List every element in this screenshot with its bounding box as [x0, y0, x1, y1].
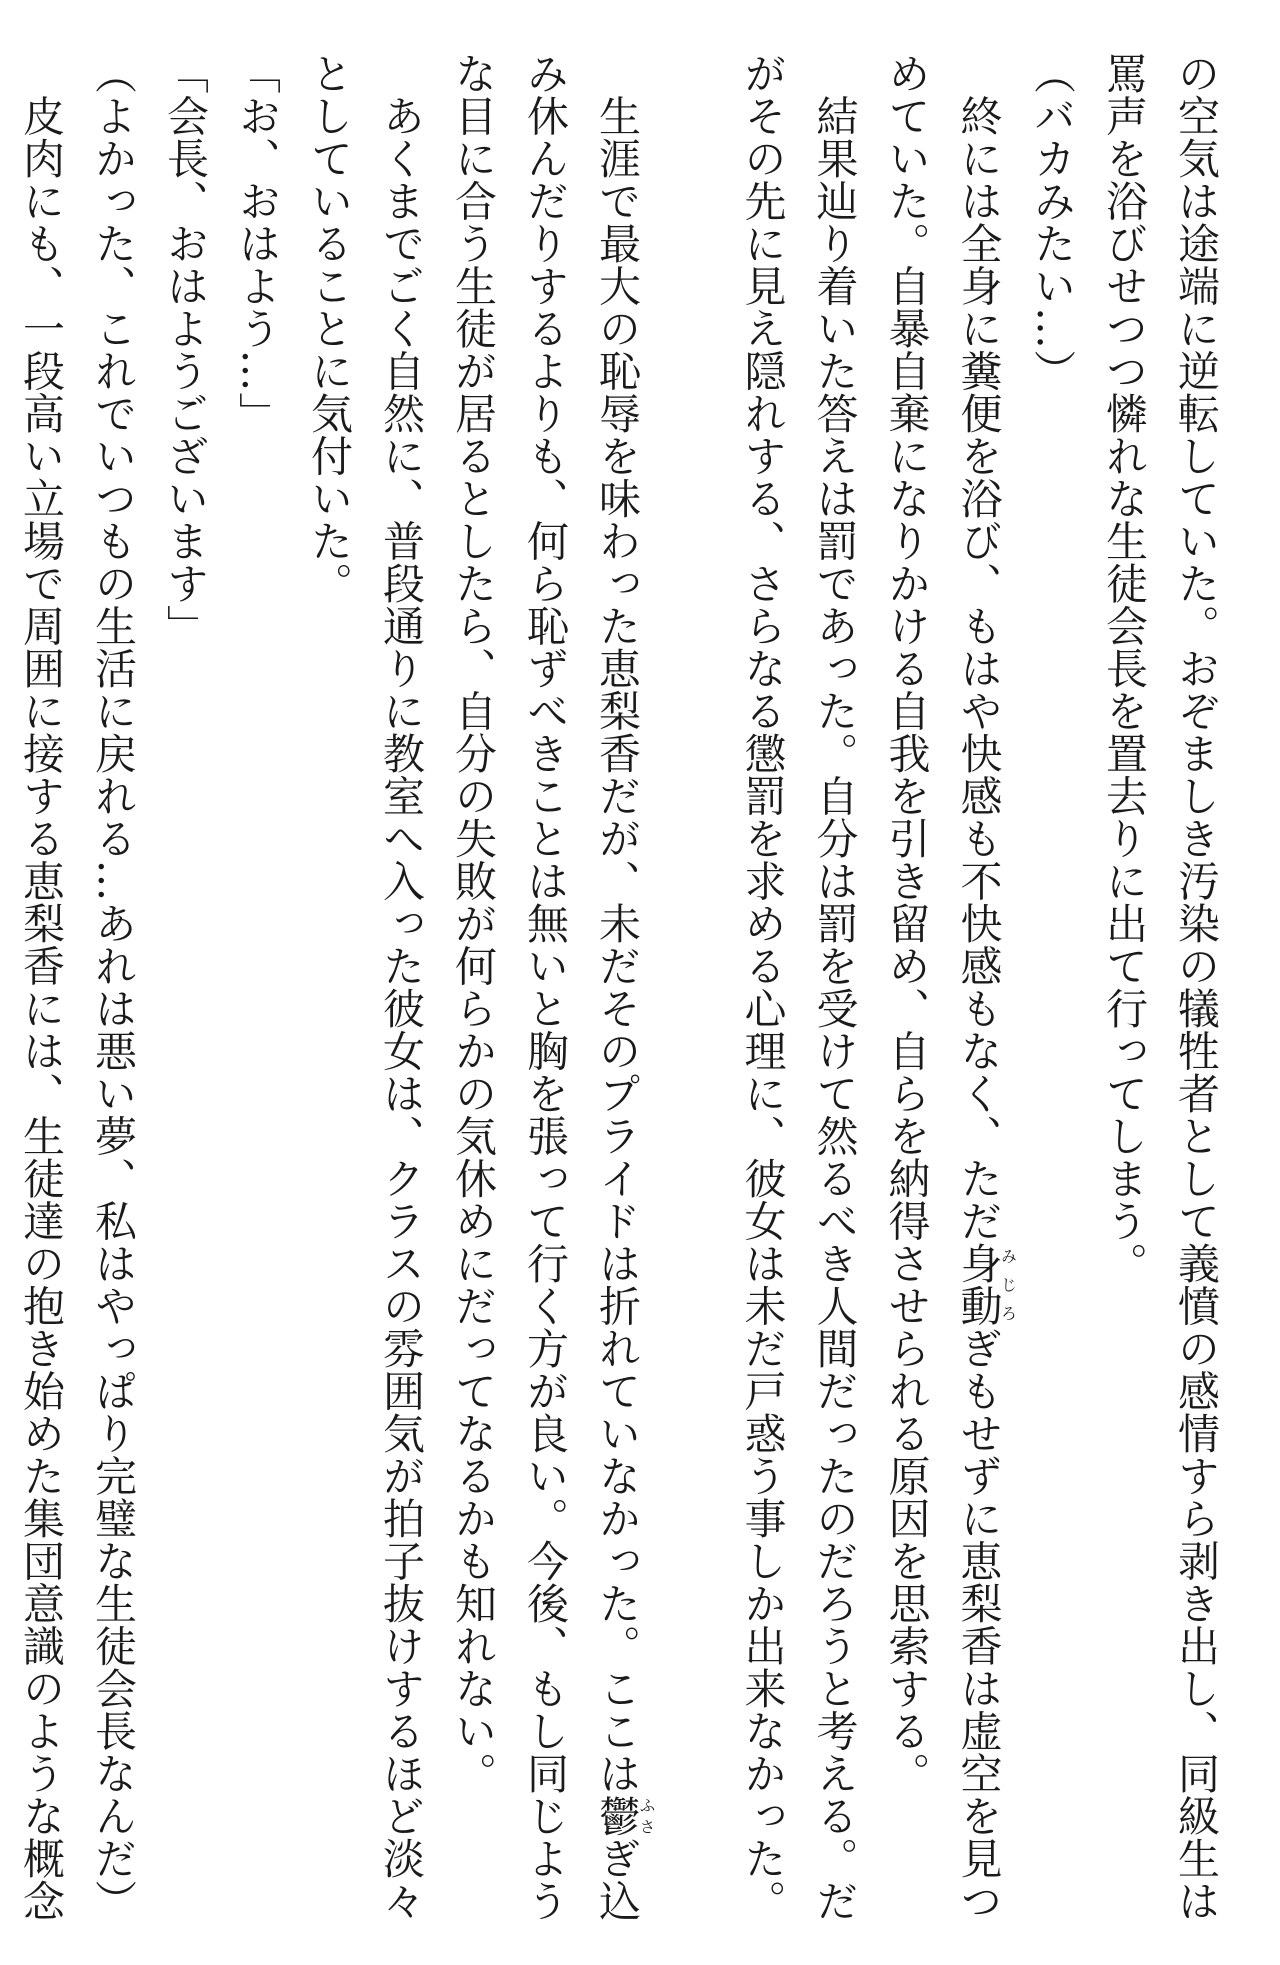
- vertical-text-body: [0, 52, 1232, 1922]
- text-segment: めていた。自暴自棄になりかける自我を引き留め、自らを納得させられる原因を思索する。: [882, 52, 932, 1795]
- text-segment: 皮肉にも、一段高い立場で周囲に接する恵梨香には、生徒達の抱き始めた集団意識のような概念: [17, 52, 66, 1922]
- text-line: [1016, 52, 1088, 1732]
- text-line: [5, 52, 77, 1922]
- text-line: [1160, 52, 1232, 1922]
- text-segment: ぎもせずに恵梨香は虚空を見つ: [954, 1327, 1004, 1922]
- ruby-base: 鬱: [593, 1794, 642, 1837]
- ruby-base: 身動: [954, 1242, 1004, 1327]
- text-segment: がその先に見え隠れする、さらなる懲罰を求める心理に、彼女は未だ戸惑う事しか出来なかった。: [738, 52, 788, 1922]
- text-line: [799, 52, 871, 1922]
- text-line: [871, 52, 943, 1795]
- ruby-reading: ふさ: [637, 1794, 656, 1837]
- text-line: [77, 52, 149, 1922]
- paragraph-gap: [655, 52, 727, 1732]
- text-line: [0, 52, 5, 1732]
- text-line: [221, 52, 293, 1732]
- text-line: [1088, 52, 1160, 1732]
- text-segment: 「会長、おはようございます」: [161, 52, 210, 647]
- text-line: [581, 52, 656, 1922]
- text-segment: （よかった、これでいつもの生活に戻れる…あれは悪い夢、私はやっぱり完璧な生徒会長なんだ）: [89, 52, 138, 1922]
- text-segment: み休んだりするよりも、何ら恥ずべきことは無いと胸を張って行く方が良い。今後、もし同じよう: [521, 52, 570, 1922]
- text-segment: 結果辿り着いた答えは罰であった。自分は罰を受けて然るべき人間だったのだろうと考える。だ: [810, 52, 860, 1922]
- text-segment: （バカみたい…）: [1028, 52, 1077, 392]
- ruby-reading: みじろ: [998, 1242, 1018, 1327]
- ruby-annotation: [593, 1794, 656, 1838]
- text-segment: ぎ込: [593, 1837, 642, 1922]
- text-segment: あくまでごく自然に、普段通りに教室へ入った彼女は、クラスの雰囲気が拍子抜けするほど淡々: [377, 52, 426, 1922]
- text-segment: 罵声を浴びせつつ憐れな生徒会長を置去りに出て行ってしまう。: [1100, 52, 1149, 1285]
- text-segment: としていることに気付いた。: [305, 52, 354, 605]
- text-segment: 「お、おはよう…」: [233, 52, 282, 435]
- text-segment: の空気は途端に逆転していた。おぞましき汚染の犠牲者として義憤の感情すら剥き出し、同級生は: [1172, 52, 1221, 1922]
- text-segment: 生涯で最大の恥辱を味わった恵梨香だが、未だそのプライドは折れていなかった。ここは: [593, 52, 642, 1795]
- text-line: [727, 52, 799, 1922]
- text-line: [365, 52, 437, 1922]
- text-line: [149, 52, 221, 1732]
- ruby-annotation: [954, 1242, 1018, 1327]
- text-line: [509, 52, 581, 1922]
- text-line: [943, 52, 1018, 1922]
- text-segment: 終には全身に糞便を浴び、もはや快感も不快感もなく、ただ: [954, 52, 1004, 1242]
- text-line: [437, 52, 509, 1795]
- text-line: [293, 52, 365, 1732]
- novel-page: [17, 52, 1232, 1922]
- text-segment: な目に合う生徒が居るとしたら、自分の失敗が何らかの気休めにだってなるかも知れない。: [449, 52, 498, 1795]
